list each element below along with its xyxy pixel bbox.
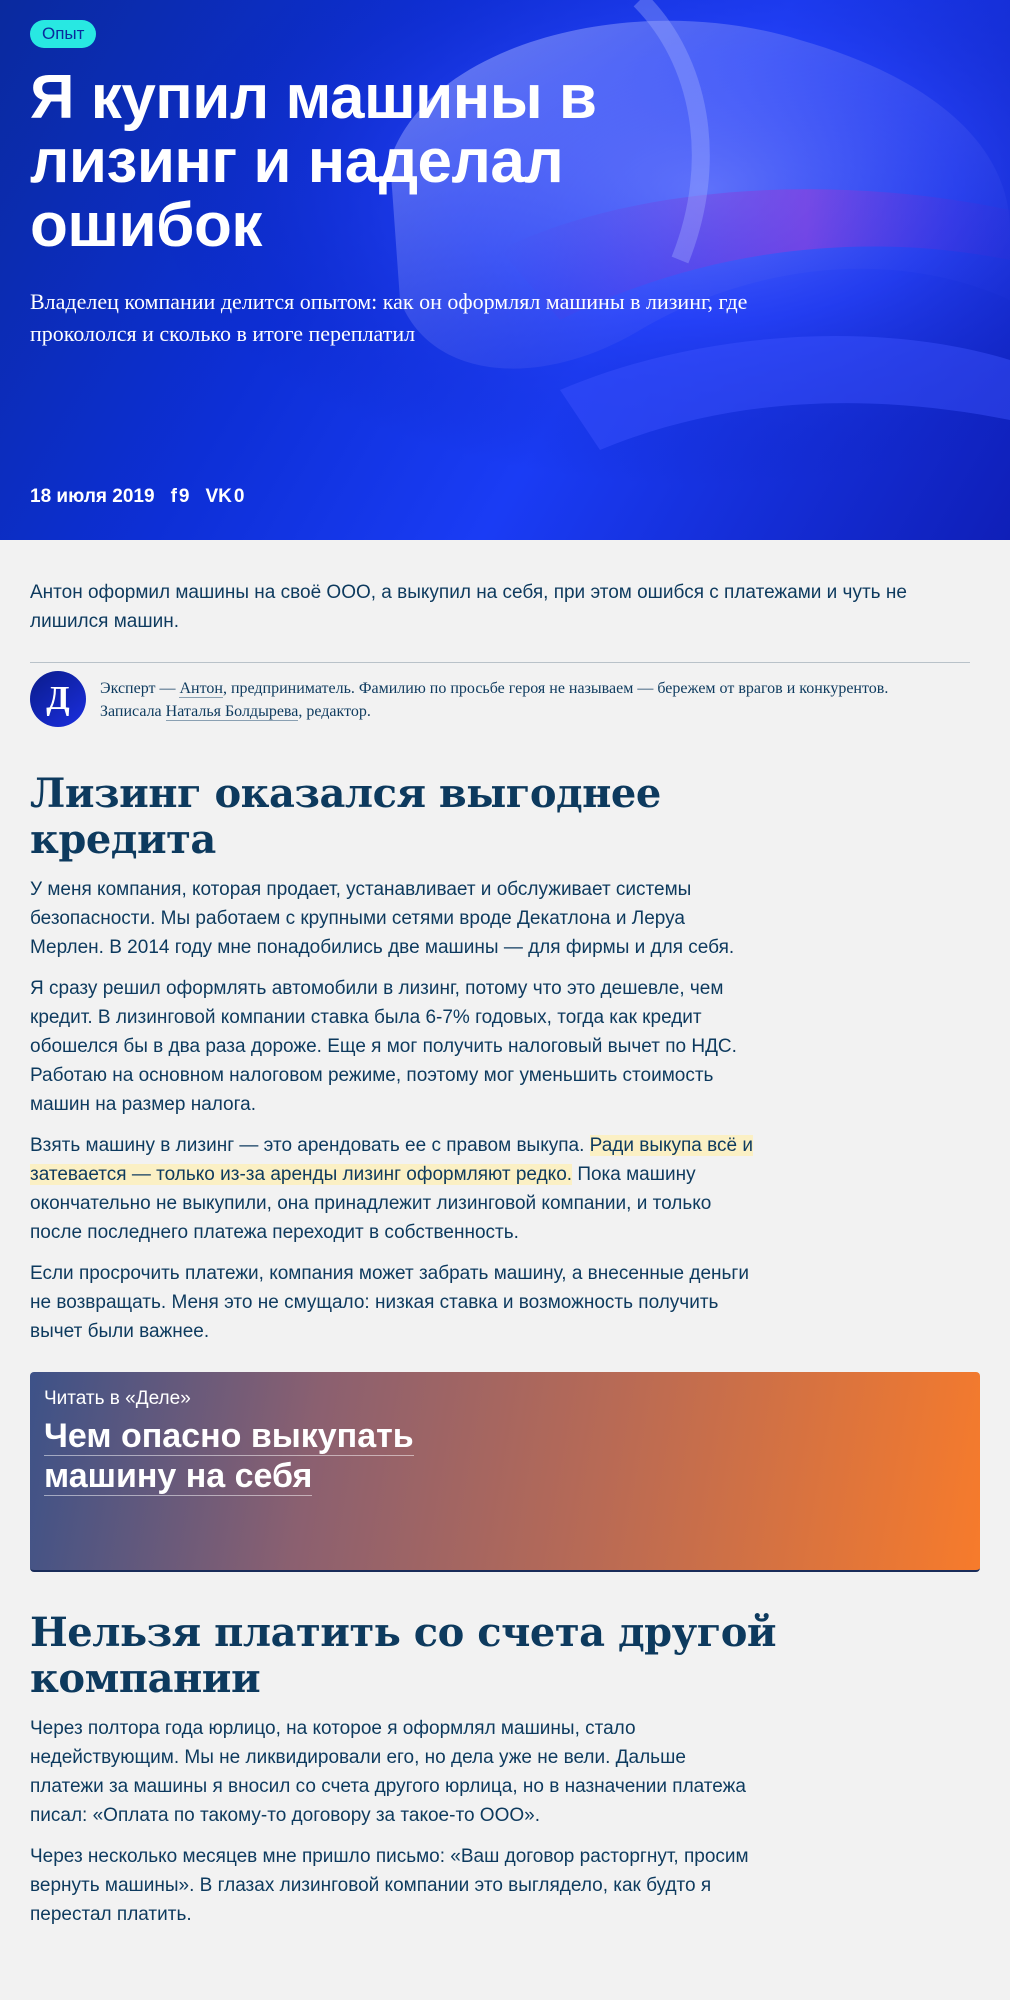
article-lead: Антон оформил машины на своё ООО, а выкупил на себя, при этом ошибся с платежами и чуть не лишился машин. (30, 582, 907, 632)
article-title: Я купил машины в лизинг и наделал ошибок (30, 63, 597, 260)
paragraph: Через полтора года юрлицо, на которое я оформлял машины, стало недействующим. Мы не ликвидировали его, но дела уже не вели. Дальше платежи за машины я вносил со счета другого юрлица, но в назначении платежа писал: «Оплата по такому-то договору за такое-то ООО». (30, 1718, 746, 1826)
expert-prefix: Эксперт — (100, 680, 180, 697)
expert-description: , предприниматель. Фамилию по просьбе героя не называем — бережем от врагов и конкурентов. Записала (100, 680, 889, 720)
article-hero (0, 0, 1010, 540)
related-article-title-line: Чем опасно выкупать (44, 1417, 414, 1455)
paragraph: Если просрочить платежи, компания может забрать машину, а внесенные деньги не возвращать. Меня это не смущало: низкая ставка и возможность получить вычет были важнее. (30, 1263, 749, 1342)
author-role: , редактор. (298, 703, 371, 720)
category-badge[interactable]: Опыт (30, 20, 96, 48)
related-article-card[interactable] (30, 1372, 980, 1572)
related-article-label: Читать в «Деле» (44, 1388, 191, 1409)
paragraph: У меня компания, которая продает, устанавливает и обслуживает системы безопасности. Мы работаем с крупными сетями вроде Декатлона и Леруа Мерлен. В 2014 году мне понадобились две машины — для фирмы и для себя. (30, 879, 735, 958)
related-article-title-line: машину на себя (44, 1457, 313, 1495)
vk-share-count: 0 (233, 486, 245, 507)
paragraph-text: Пока машину окончательно не выкупили, она принадлежит лизинговой компании, и только после последнего платежа переходит в собственность. (30, 1164, 712, 1243)
related-article-title[interactable] (44, 1416, 504, 1496)
vk-icon: VK (205, 486, 232, 507)
divider (30, 662, 970, 663)
section-heading: Лизинг оказался выгоднее кредита (30, 770, 661, 863)
paragraph: Я сразу решил оформлять автомобили в лизинг, потому что это дешевле, чем кредит. В лизинговой компании ставка была 6-7% годовых, тогда как кредит обошелся бы в два раза дороже. Еще я мог получить налоговый вычет по НДС. Работаю на основном налоговом режиме, поэтому мог уменьшить стоимость машин на размер налога. (30, 978, 737, 1115)
expert-avatar: Д (30, 671, 86, 727)
facebook-share[interactable] (171, 486, 190, 508)
expert-block (30, 671, 980, 727)
expert-name-link[interactable]: Антон (179, 680, 223, 697)
article-body (30, 540, 980, 1929)
paragraph-text: Взять машину в лизинг — это арендовать ее с правом выкупа. (30, 1135, 590, 1156)
author-link[interactable]: Наталья Болдырева (165, 703, 299, 720)
paragraph (30, 1131, 760, 1247)
vk-share[interactable] (205, 486, 244, 508)
paragraph: Через несколько месяцев мне пришло письмо: «Ваш договор расторгнут, просим вернуть машины». В глазах лизинговой компании это выглядело, как будто я перестал платить. (30, 1846, 749, 1925)
article-meta (30, 486, 244, 508)
highlighted-text: Ради выкупа всё и затевается — только из-за аренды лизинг оформляют редко. (30, 1135, 753, 1185)
section-heading: Нельзя платить со счета другой компании (30, 1609, 777, 1702)
article-subtitle: Владелец компании делится опытом: как он оформлял машины в лизинг, где прокололся и сколько в итоге переплатил (30, 289, 748, 346)
expert-note (100, 671, 950, 723)
facebook-icon: f (170, 486, 177, 507)
facebook-share-count: 9 (178, 486, 190, 507)
publish-date: 18 июля 2019 (30, 486, 155, 507)
